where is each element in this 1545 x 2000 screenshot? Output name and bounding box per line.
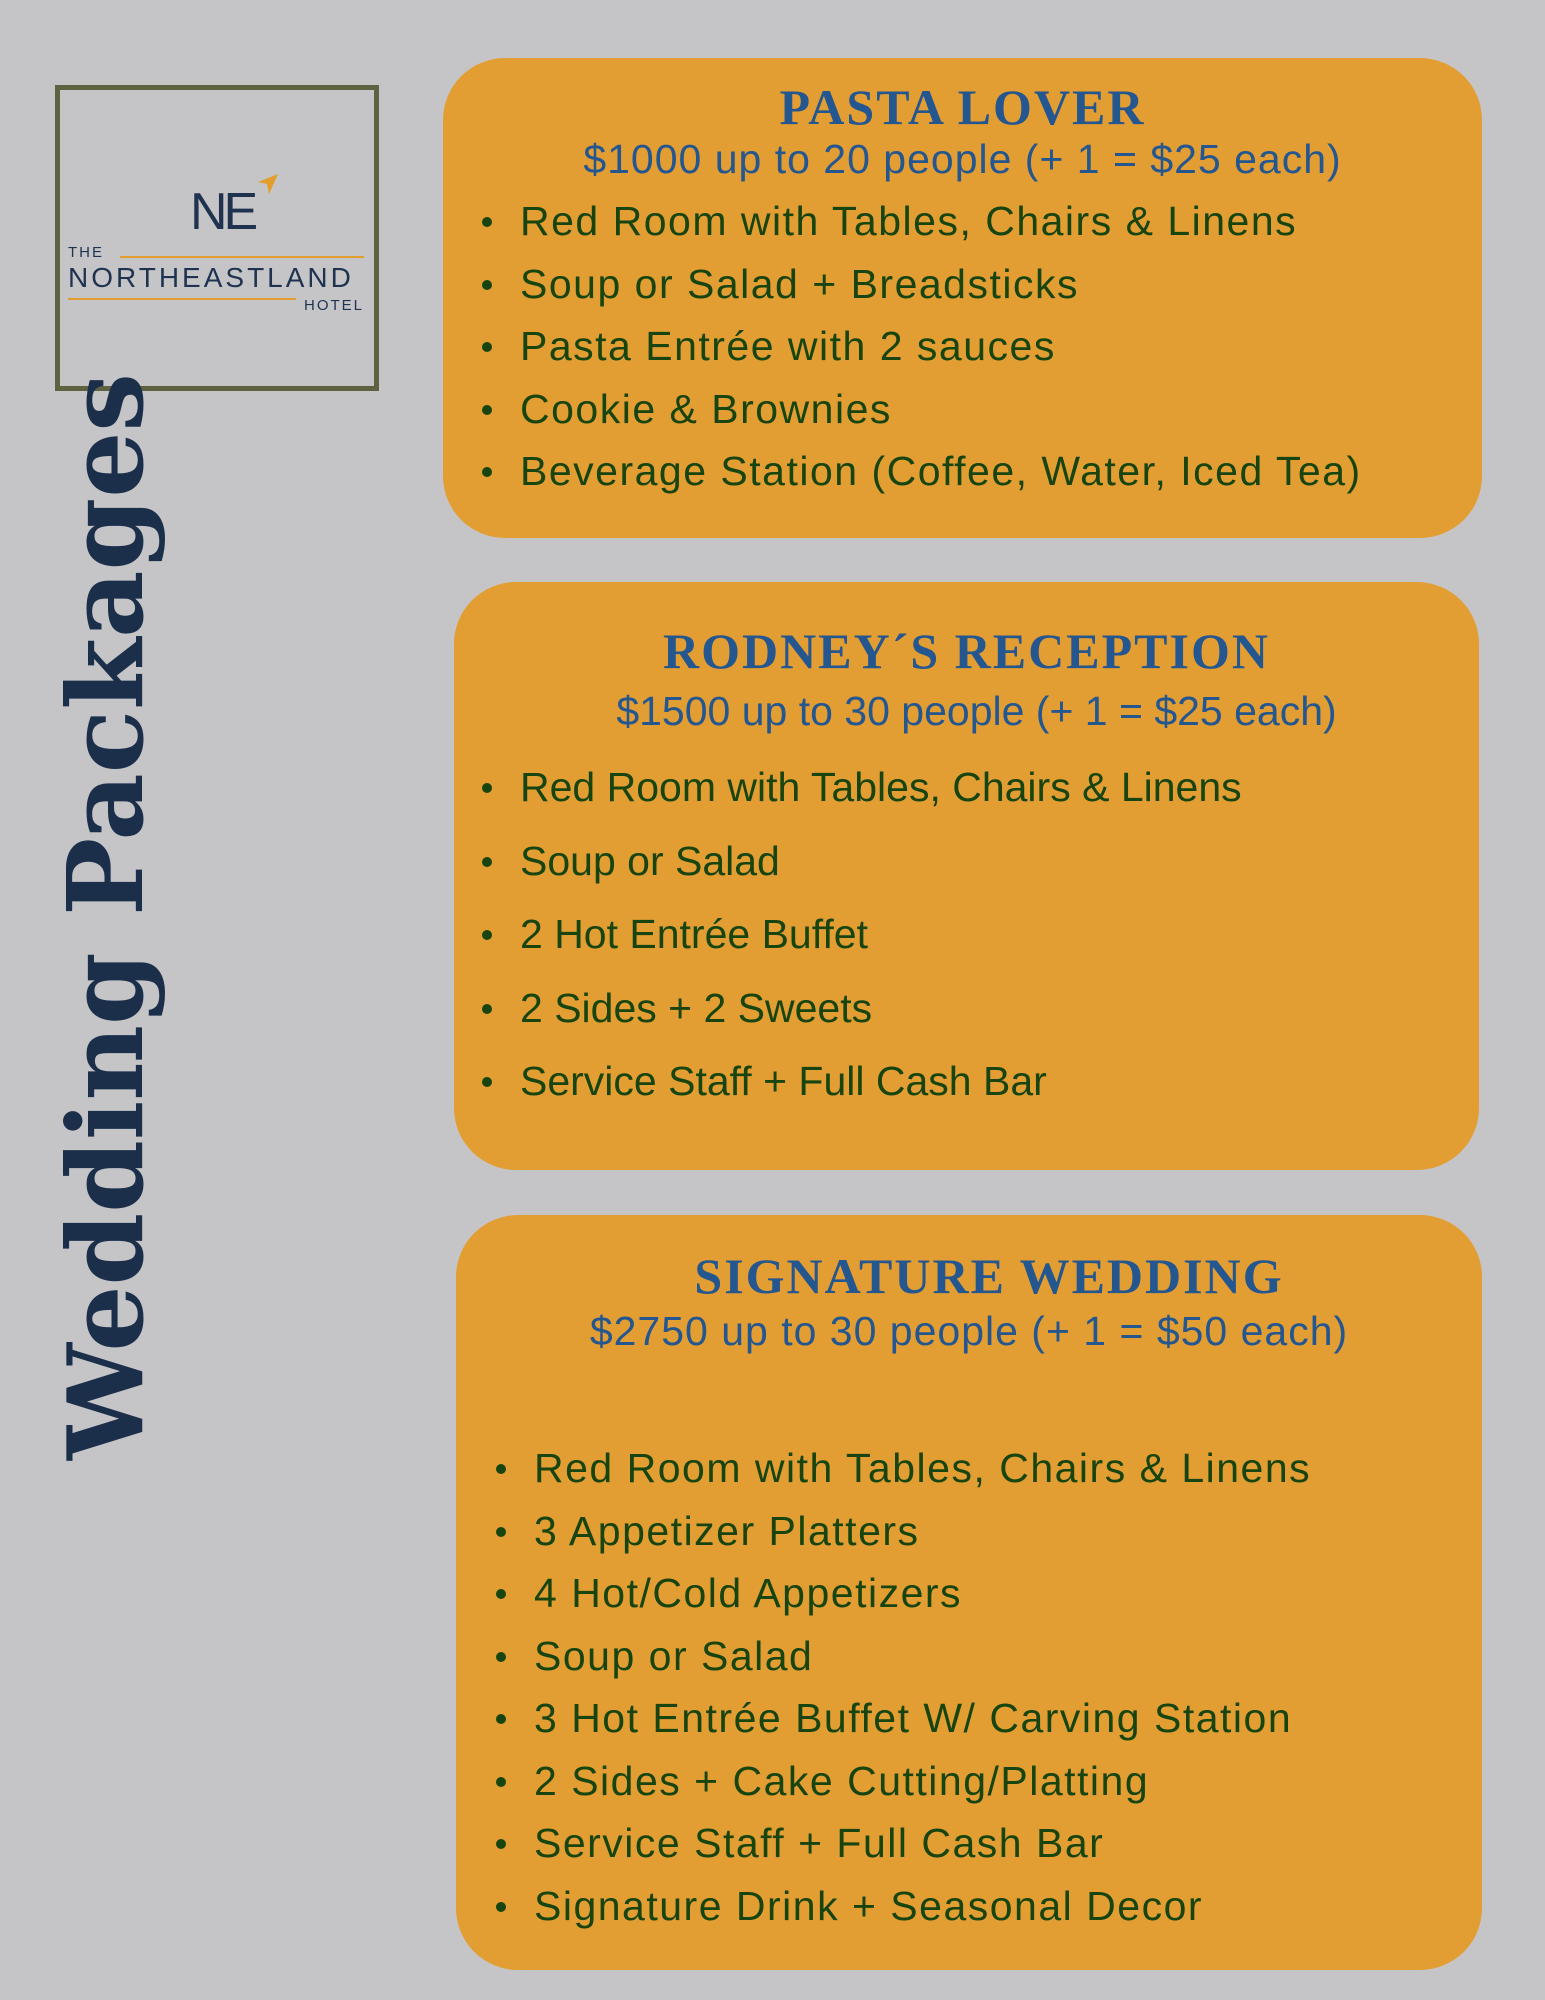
list-item: Soup or Salad bbox=[534, 1631, 1311, 1694]
list-item: Red Room with Tables, Chairs & Linens bbox=[534, 1443, 1311, 1506]
bullet-icon bbox=[496, 1527, 506, 1537]
bullet-icon bbox=[482, 342, 492, 352]
package-title: RODNEY´S RECEPTION bbox=[663, 623, 1270, 679]
bullet-icon bbox=[482, 217, 492, 227]
logo-hotel: HOTEL bbox=[304, 297, 365, 314]
paper-plane-icon bbox=[256, 172, 280, 196]
package-items bbox=[520, 196, 1362, 509]
list-item: 4 Hot/Cold Appetizers bbox=[534, 1568, 1311, 1631]
list-item: Pasta Entrée with 2 sauces bbox=[520, 321, 1362, 384]
list-item: 3 Appetizer Platters bbox=[534, 1506, 1311, 1569]
package-price: $1000 up to 20 people (+ 1 = $25 each) bbox=[583, 136, 1342, 182]
list-item: 3 Hot Entrée Buffet W/ Carving Station bbox=[534, 1693, 1311, 1756]
bullet-icon bbox=[482, 1004, 492, 1014]
page-title: Wedding Packages bbox=[44, 373, 167, 1460]
package-card-pasta-lover bbox=[443, 58, 1482, 538]
list-item: Service Staff + Full Cash Bar bbox=[520, 1056, 1242, 1130]
list-item: Beverage Station (Coffee, Water, Iced Tea) bbox=[520, 446, 1362, 509]
bullet-icon bbox=[496, 1652, 506, 1662]
logo-divider-top bbox=[120, 256, 364, 258]
list-item: 2 Sides + Cake Cutting/Platting bbox=[534, 1756, 1311, 1819]
logo-divider-bottom bbox=[68, 298, 296, 300]
bullet-icon bbox=[496, 1777, 506, 1787]
package-card-signature-wedding bbox=[456, 1215, 1482, 1970]
bullet-icon bbox=[496, 1839, 506, 1849]
package-title: PASTA LOVER bbox=[779, 79, 1146, 135]
list-item: Cookie & Brownies bbox=[520, 384, 1362, 447]
logo-name: NORTHEASTLAND bbox=[68, 262, 354, 293]
package-items bbox=[534, 1443, 1311, 1943]
package-price: $1500 up to 30 people (+ 1 = $25 each) bbox=[616, 688, 1337, 734]
logo-the: THE bbox=[68, 244, 104, 261]
logo-monogram: NE bbox=[190, 183, 255, 241]
list-item: Red Room with Tables, Chairs & Linens bbox=[520, 196, 1362, 259]
list-item: 2 Hot Entrée Buffet bbox=[520, 909, 1242, 983]
bullet-icon bbox=[496, 1714, 506, 1724]
list-item: Service Staff + Full Cash Bar bbox=[534, 1818, 1311, 1881]
bullet-icon bbox=[482, 405, 492, 415]
package-title: SIGNATURE WEDDING bbox=[694, 1248, 1284, 1304]
package-items bbox=[520, 762, 1242, 1130]
package-price: $2750 up to 30 people (+ 1 = $50 each) bbox=[589, 1308, 1349, 1354]
package-card-rodneys-reception bbox=[454, 582, 1479, 1170]
bullet-icon bbox=[496, 1902, 506, 1912]
list-item: Red Room with Tables, Chairs & Linens bbox=[520, 762, 1242, 836]
bullet-icon bbox=[482, 467, 492, 477]
list-item: 2 Sides + 2 Sweets bbox=[520, 983, 1242, 1057]
hotel-logo bbox=[55, 85, 379, 391]
bullet-icon bbox=[496, 1464, 506, 1474]
list-item: Soup or Salad + Breadsticks bbox=[520, 259, 1362, 322]
bullet-icon bbox=[482, 857, 492, 867]
bullet-icon bbox=[482, 783, 492, 793]
bullet-icon bbox=[482, 1077, 492, 1087]
list-item: Signature Drink + Seasonal Decor bbox=[534, 1881, 1311, 1944]
bullet-icon bbox=[496, 1589, 506, 1599]
bullet-icon bbox=[482, 280, 492, 290]
bullet-icon bbox=[482, 930, 492, 940]
list-item: Soup or Salad bbox=[520, 836, 1242, 910]
